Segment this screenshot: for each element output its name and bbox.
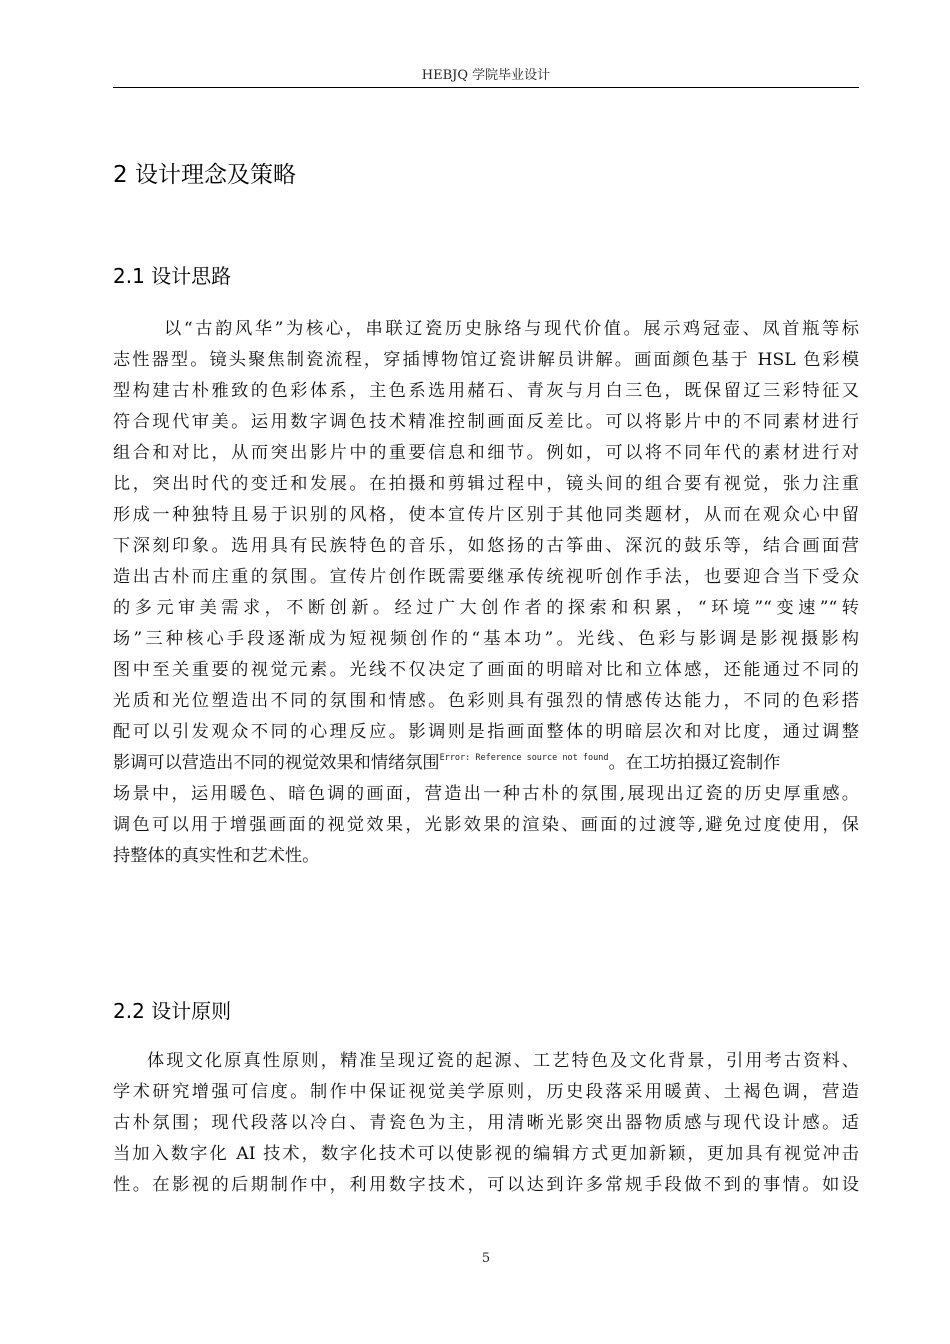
paragraph-line: 下深刻印象。选用具有民族特色的音乐，如悠扬的古筝曲、深沉的鼓乐等，结合画面营 [113,536,859,556]
paragraph-line: 光质和光位塑造出不同的氛围和情感。色彩则具有强烈的情感传达能力，不同的色彩搭 [113,691,859,711]
paragraph-line: 体现文化原真性原则，精准呈现辽瓷的起源、工艺特色及文化背景，引用考古资料、 [147,1051,859,1071]
section-2-2-paragraph [113,1046,859,1201]
paragraph-line: 组合和对比，从而突出影片中的重要信息和细节。例如，可以将不同年代的素材进行对 [113,443,859,463]
paragraph-line: 志性器型。镜头聚焦制瓷流程，穿插博物馆辽瓷讲解员讲解。画面颜色基于 HSL 色彩模 [113,350,859,370]
paragraph-line: 的多元审美需求，不断创新。经过广大创作者的探索和积累，“环境”“变速”“转 [113,598,859,618]
chapter-heading: 2 设计理念及策略 [113,162,296,188]
paragraph-line: 型构建古朴雅致的色彩体系，主色系选用赭石、青灰与月白三色，既保留辽三彩特征又 [113,381,859,401]
section-2-1-paragraph [113,314,859,872]
paragraph-line: 配可以引发观众不同的心理反应。影调则是指画面整体的明暗层次和对比度，通过调整 [113,722,859,742]
paragraph-line: 场”三种核心手段逐渐成为短视频创作的“基本功”。光线、色彩与影调是影视摄影构 [113,629,859,649]
running-header: HEBJQ 学院毕业设计 [421,68,551,83]
paragraph-line: 古朴氛围；现代段落以冷白、青瓷色为主，用清晰光影突出器物质感与现代设计感。适 [113,1113,859,1133]
paragraph-line: 符合现代审美。运用数字调色技术精准控制画面反差比。可以将影片中的不同素材进行 [113,412,859,432]
paragraph-line: 性。在影视的后期制作中，利用数字技术，可以达到许多常规手段做不到的事情。如设 [113,1175,859,1195]
paragraph-line: 造出古朴而庄重的氛围。宣传片创作既需要继承传统视听创作手法，也要迎合当下受众 [113,567,859,587]
paragraph-line: 以“古韵风华”为核心，串联辽瓷历史脉络与现代价值。展示鸡冠壶、凤首瓶等标 [164,319,859,339]
line-text: 。在工坊拍摄辽瓷制作 [608,753,781,773]
section-heading-2-2: 2.2 设计原则 [113,999,232,1023]
paragraph-line: 学术研究增强可信度。制作中保证视觉美学原则，历史段落采用暖黄、土褐色调，营造 [113,1082,859,1102]
reference-error-marker: Error: Reference source not found [439,753,609,763]
paragraph-line: 形成一种独特且易于识别的风格，使本宣传片区别于其他同类题材，从而在观众心中留 [113,505,859,525]
paragraph-line-with-reference [113,748,859,779]
paragraph-line: 场景中，运用暖色、暗色调的画面，营造出一种古朴的氛围,展现出辽瓷的历史厚重感。 [113,784,859,804]
paragraph-line: 持整体的真实性和艺术性。 [113,846,320,866]
paragraph-line: 图中至关重要的视觉元素。光线不仅决定了画面的明暗对比和立体感，还能通过不同的 [113,660,859,680]
page-number: 5 [481,1251,491,1266]
paragraph-line: 调色可以用于增强画面的视觉效果，光影效果的渲染、画面的过渡等,避免过度使用，保 [113,815,859,835]
line-text: 影调可以营造出不同的视觉效果和情绪氛围 [113,753,440,773]
paragraph-line: 当加入数字化 AI 技术，数字化技术可以使影视的编辑方式更加新颖，更加具有视觉冲击 [113,1144,859,1164]
section-heading-2-1: 2.1 设计思路 [113,264,232,288]
paragraph-line: 比，突出时代的变迁和发展。在拍摄和剪辑过程中，镜头间的组合要有视觉，张力注重 [113,474,859,494]
header-divider [113,87,859,88]
